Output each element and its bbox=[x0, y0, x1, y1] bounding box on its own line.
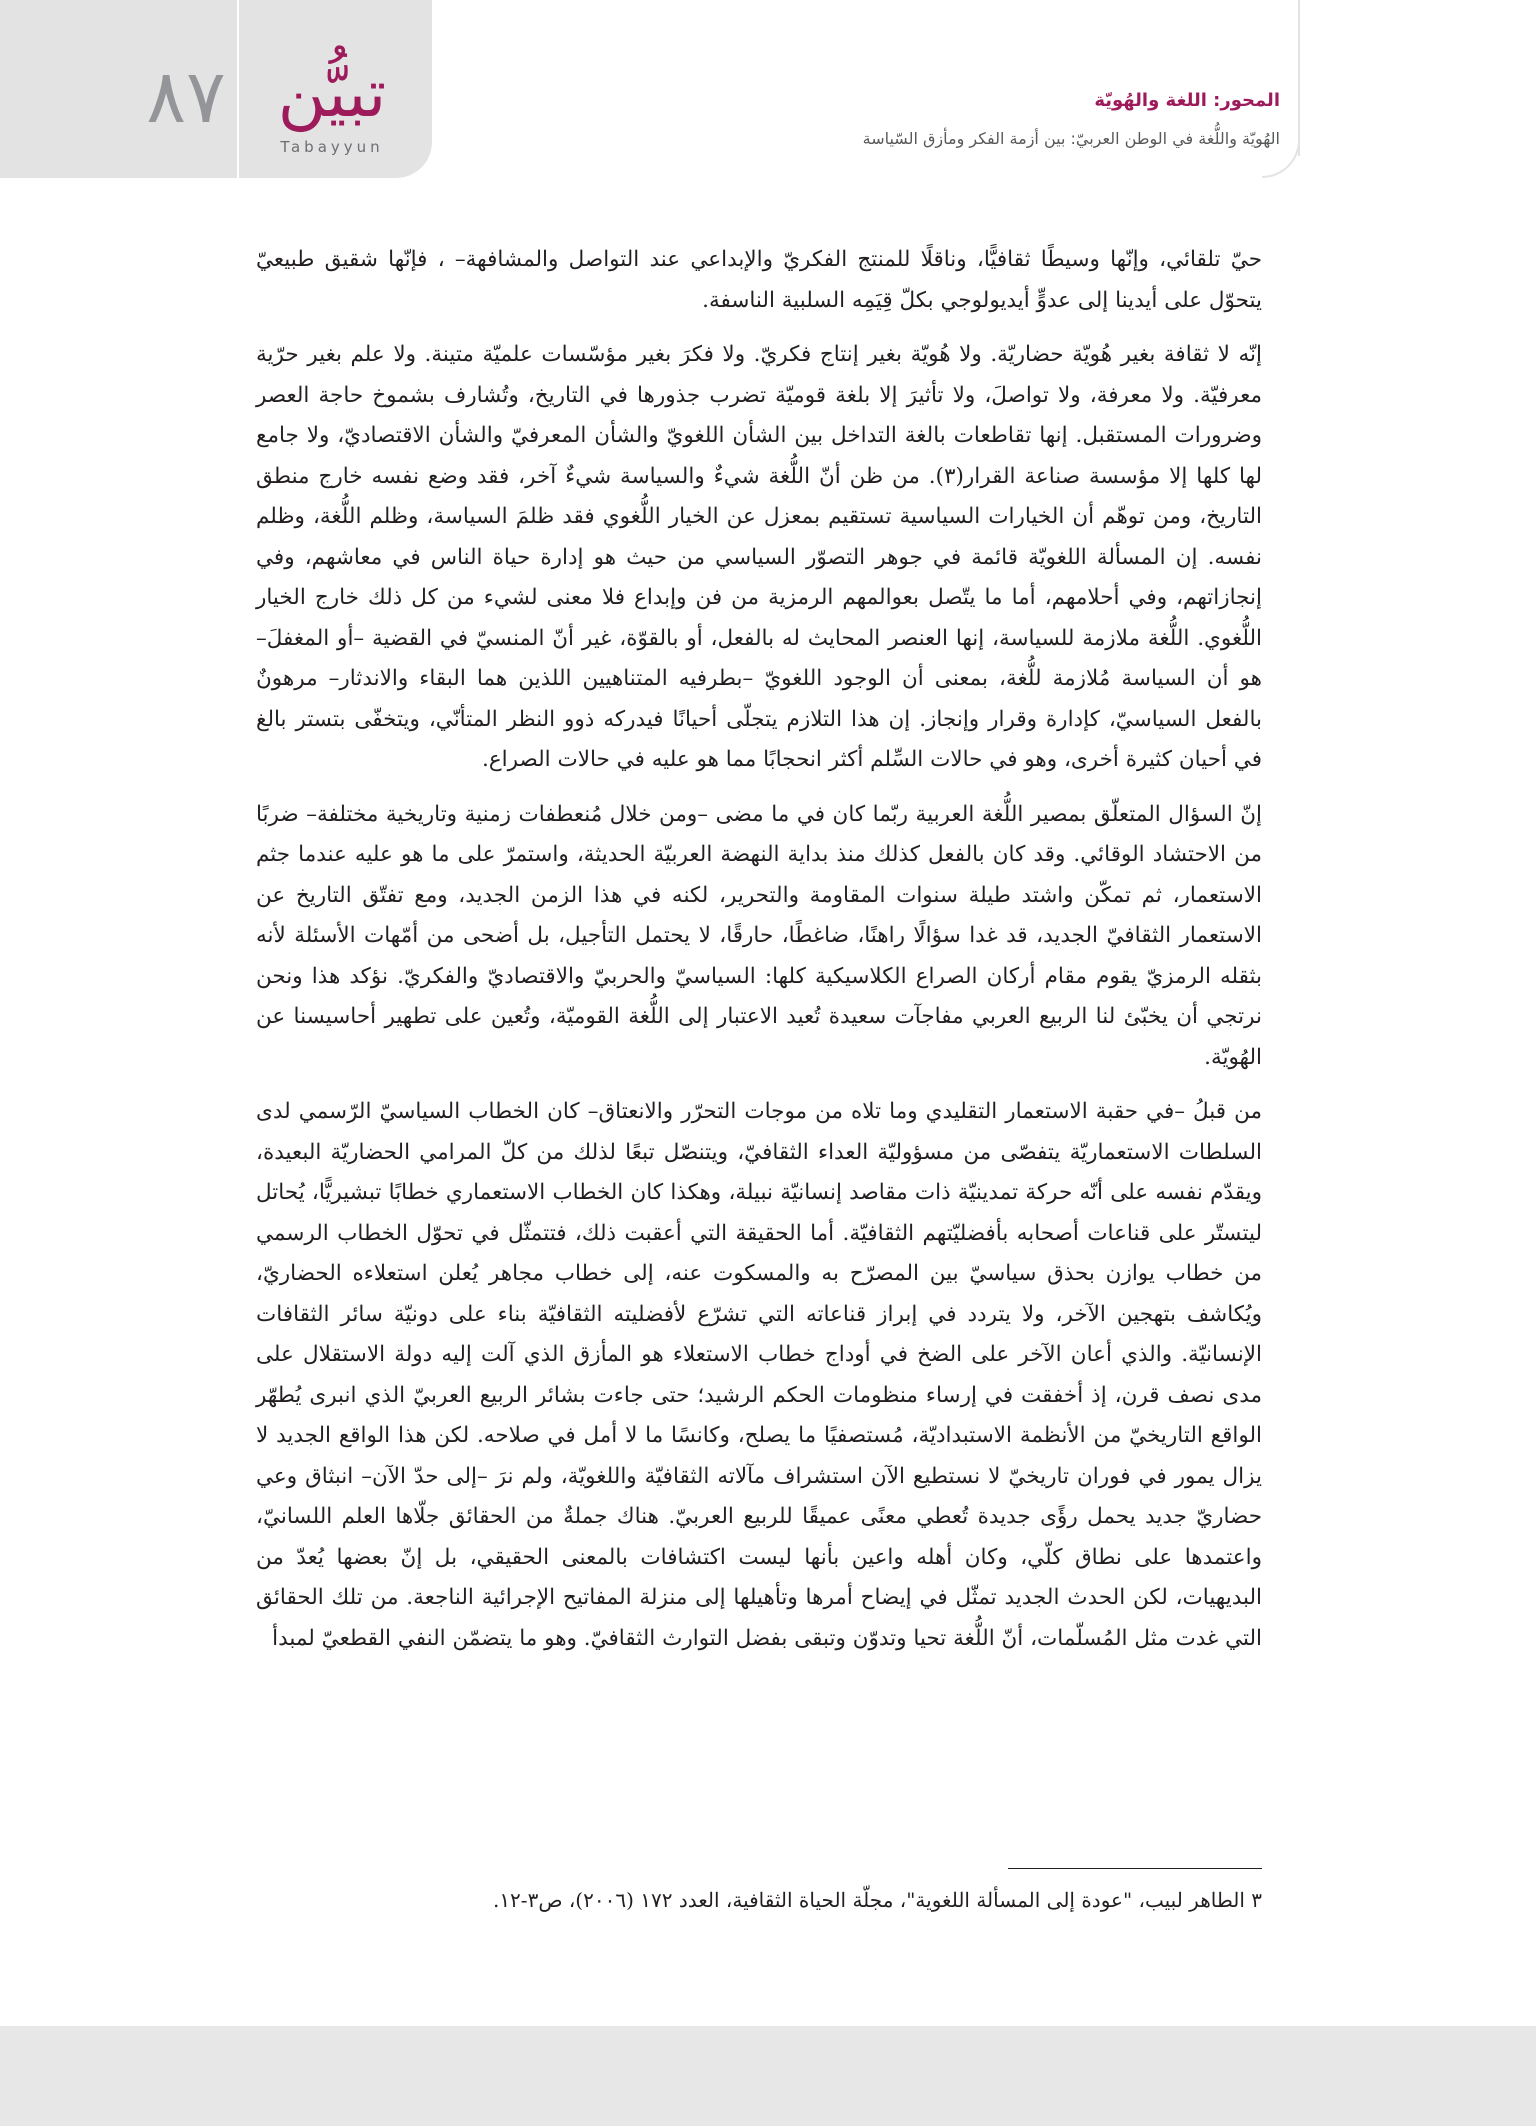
page-number: ٨٧ bbox=[146, 54, 226, 140]
paragraph: إنّه لا ثقافة بغير هُويّة حضاريّة. ولا هُويّة بغير إنتاج فكريّ. ولا فكرَ بغير مؤسّسات علميّة متينة. ولا علم بغير حرّية معرفيّة. ولا معرفة، ولا تواصلَ، ولا تأثيرَ إلا بلغة قوميّة تضرب جذورها في التاريخ، وتُشارف بشموخ حاجة العصر وضرورات المستقبل. إنها تقاطعات بالغة التداخل بين الشأن اللغويّ والشأن المعرفيّ والشأن الاقتصاديّ، ولا جامع لها كلها إلا مؤسسة صناعة القرار(٣). من ظن أنّ اللُّغة شيءٌ والسياسة شيءٌ آخر، فقد وضع نفسه خارج منطق التاريخ، ومن توهّم أن الخيارات السياسية تستقيم بمعزل عن الخيار اللُّغوي فقد ظلمَ السياسة، وظلم اللُّغة، وظلم نفسه. إن المسألة اللغويّة قائمة في جوهر التصوّر السياسي من حيث هو إدارة حياة الناس في معاشهم، وفي إنجازاتهم، وفي أحلامهم، أما ما يتّصل بعوالمهم الرمزية من فن وإبداع فلا معنى لشيء من كل ذلك خارج الخيار اللُّغوي. اللُّغة ملازمة للسياسة، إنها العنصر المحايث له بالفعل، أو بالقوّة، غير أنّ المنسيّ في القضية –أو المغفلَ– هو أن السياسة مُلازمة للُّغة، بمعنى أن الوجود اللغويّ –بطرفيه المتناهيين اللذين هما البقاء والاندثار– مرهونٌ بالفعل السياسيّ، كإدارة وقرار وإنجاز. إن هذا التلازم يتجلّى أحيانًا فيدركه ذوو النظر المتأنّي، ويتخفّى بتستر بالغ في أحيان كثيرة أخرى، وهو في حالات السِّلم أكثر انحجابًا مما هو عليه في حالات الصراع. bbox=[256, 342, 1262, 772]
header-panel bbox=[0, 0, 432, 178]
paragraph: حيّ تلقائي، وإنّها وسيطًا ثقافيًّا، وناقلًا للمنتج الفكريّ والإبداعي عند التواصل والمشافهة– ، فإنّها شقيق طبيعيّ يتحوّل على أيدينا إلى عدوٍّ أيديولوجي بكلّ قِيَمِه السلبية الناسفة. bbox=[256, 247, 1262, 313]
footnote-rule bbox=[1008, 1868, 1262, 1869]
article-subtitle: الهُويّة واللُّغة في الوطن العربيّ: بين أزمة الفكر ومأزق السّياسة bbox=[862, 129, 1280, 148]
header-divider bbox=[237, 0, 239, 178]
section-label: المحور: اللغة والهُويّة bbox=[1094, 90, 1280, 111]
header-right-rule bbox=[1298, 0, 1300, 156]
logo-arabic-wordmark: تبيُّن bbox=[277, 55, 387, 132]
paragraph: من قبلُ –في حقبة الاستعمار التقليدي وما تلاه من موجات التحرّر والانعتاق– كان الخطاب السياسيّ الرّسمي لدى السلطات الاستعماريّة يتفصّى من مسؤوليّة العداء الثقافيّ، ويتنصّل تبعًا لذلك من كلّ المرامي الحضاريّة البعيدة، ويقدّم نفسه على أنّه حركة تمدينيّة ذات مقاصد إنسانيّة نبيلة، وهكذا كان الخطاب الاستعماري خطابًا تبشيريًّا، يُحاتل ليتستّر على قناعات أصحابه بأفضليّتهم الثقافيّة. أما الحقيقة التي أعقبت ذلك، فتتمثّل في تحوّل الخطاب الرسمي من خطاب يوازن بحذق سياسيّ بين المصرّح به والمسكوت عنه، إلى خطاب مجاهر يُعلن استعلاءه الحضاريّ، ويُكاشف بتهجين الآخر، ولا يتردد في إبراز قناعاته التي تشرّع لأفضليته الثقافيّة بناء على دونيّة سائر الثقافات الإنسانيّة. والذي أعان الآخر على الضخ في أوداج خطاب الاستعلاء هو المأزق الذي آلت إليه دولة الاستقلال على مدى نصف قرن، إذ أخفقت في إرساء منظومات الحكم الرشيد؛ حتى جاءت بشائر الربيع العربيّ الذي انبرى يُطهّر الواقع التاريخيّ من الأنظمة الاستبداديّة، مُستصفيًا ما يصلح، وكانسًا ما لا أمل في صلاحه. لكن هذا الواقع الجديد لا يزال يمور في فوران تاريخيّ لا نستطيع الآن استشراف مآلاته الثقافيّة واللغويّة، ولم نرَ –إلى حدّ الآن– انبثاق وعي حضاريّ جديد يحمل رؤًى جديدة تُعطي معنًى عميقًا للربيع العربيّ. هناك جملةٌ من الحقائق جلّاها العلم اللسانيّ، واعتمدها على نطاق كلّي، وكان أهله واعين بأنها ليست اكتشافات بالمعنى الحقيقي، بل إنّ بعضها يُعدّ من البديهيات، لكن الحدث الجديد تمثّل في إيضاح أمرها وتأهيلها إلى منزلة المفاتيح الإجرائية الناجعة. من تلك الحقائق التي غدت مثل المُسلّمات، أنّ اللُّغة تحيا وتدوّن وتبقى بفضل التوارث الثقافيّ. وهو ما يتضمّن النفي القطعيّ لمبدأ bbox=[256, 1099, 1262, 1651]
article-body bbox=[256, 240, 1262, 1860]
journal-logo bbox=[256, 54, 408, 166]
logo-latin-wordmark: Tabayyun bbox=[280, 138, 384, 156]
page-bottom-band bbox=[0, 2026, 1536, 2126]
paragraph: إنّ السؤال المتعلّق بمصير اللُّغة العربية ربّما كان في ما مضى –ومن خلال مُنعطفات زمنية وتاريخية مختلفة– ضربًا من الاحتشاد الوقائي. وقد كان بالفعل كذلك منذ بداية النهضة العربيّة الحديثة، واستمرّ على ما هو عليه عندما جثم الاستعمار، ثم تمكّن واشتد طيلة سنوات المقاومة والتحرير، لكنه في هذا الزمن الجديد، ومع تفتّق التاريخ عن الاستعمار الثقافيّ الجديد، قد غدا سؤالًا راهنًا، ضاغطًا، حارقًا، لا يحتمل التأجيل، بل أضحى من أمّهات الأسئلة لأنه بثقله الرمزيّ يقوم مقام أركان الصراع الكلاسيكية كلها: السياسيّ والحربيّ والاقتصاديّ والفكريّ. نؤكد هذا ونحن نرتجي أن يخبّئ لنا الربيع العربي مفاجآت سعيدة تُعيد الاعتبار إلى اللُّغة القوميّة، وتُعين على تطهير أحاسيسنا عن الهُويّة. bbox=[256, 801, 1262, 1070]
footnote: ٣ الطاهر لبيب، "عودة إلى المسألة اللغوية"، مجلّة الحياة الثقافية، العدد ١٧٢ (٢٠٠٦)، ص٣-١٢. bbox=[492, 1888, 1262, 1912]
